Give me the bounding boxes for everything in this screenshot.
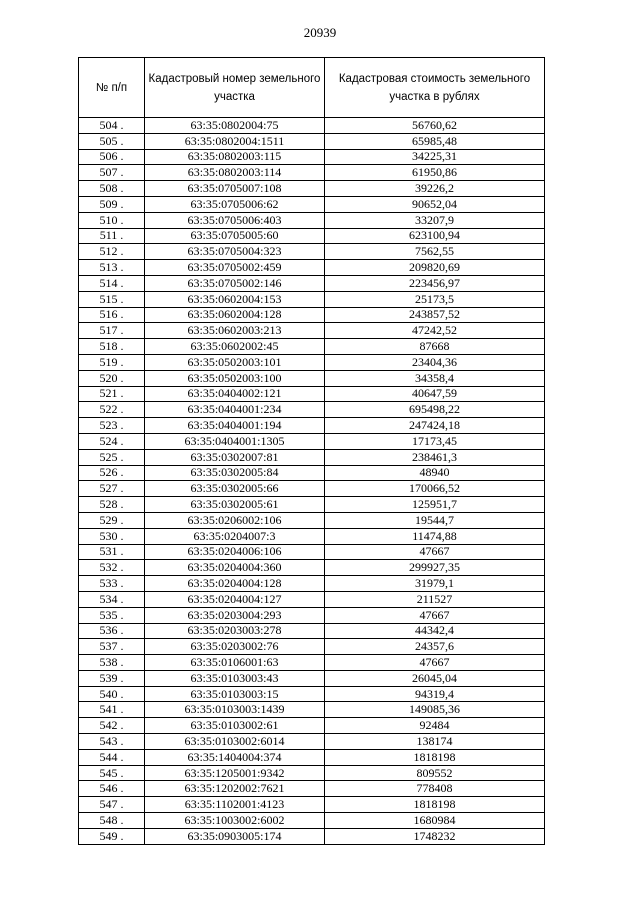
table-row xyxy=(79,591,545,607)
row-number: 542 . xyxy=(79,718,145,734)
cadastral-number: 63:35:0705006:62 xyxy=(145,196,325,212)
cadastral-cost: 7562,55 xyxy=(325,244,545,260)
table-row xyxy=(79,339,545,355)
row-number: 520 . xyxy=(79,370,145,386)
cadastral-number: 63:35:0602004:128 xyxy=(145,307,325,323)
cadastral-number: 63:35:0203003:278 xyxy=(145,623,325,639)
row-number: 504 . xyxy=(79,118,145,134)
row-number: 536 . xyxy=(79,623,145,639)
table-row xyxy=(79,576,545,592)
row-number: 512 . xyxy=(79,244,145,260)
table-header-row xyxy=(79,58,545,118)
table-row xyxy=(79,275,545,291)
table-row xyxy=(79,544,545,560)
table-row xyxy=(79,386,545,402)
table-row xyxy=(79,212,545,228)
cadastral-number: 63:35:0103002:6014 xyxy=(145,734,325,750)
cadastral-number: 63:35:0103003:43 xyxy=(145,670,325,686)
table-row xyxy=(79,149,545,165)
row-number: 548 . xyxy=(79,813,145,829)
cadastral-cost: 1818198 xyxy=(325,797,545,813)
table-row xyxy=(79,734,545,750)
cadastral-number: 63:35:0602003:213 xyxy=(145,323,325,339)
table-row xyxy=(79,370,545,386)
cadastral-number: 63:35:0903005:174 xyxy=(145,828,325,844)
row-number: 526 . xyxy=(79,465,145,481)
table-row xyxy=(79,418,545,434)
cadastral-cost: 47667 xyxy=(325,655,545,671)
cadastral-cost: 170066,52 xyxy=(325,481,545,497)
cadastral-number: 63:35:0602002:45 xyxy=(145,339,325,355)
cadastral-cost: 31979,1 xyxy=(325,576,545,592)
cadastral-cost: 25173,5 xyxy=(325,291,545,307)
cadastral-number: 63:35:1003002:6002 xyxy=(145,813,325,829)
cadastral-cost: 39226,2 xyxy=(325,181,545,197)
row-number: 517 . xyxy=(79,323,145,339)
row-number: 530 . xyxy=(79,528,145,544)
cadastral-cost: 1748232 xyxy=(325,828,545,844)
cadastral-cost: 87668 xyxy=(325,339,545,355)
row-number: 529 . xyxy=(79,512,145,528)
table-body xyxy=(79,118,545,845)
row-number: 527 . xyxy=(79,481,145,497)
cadastral-cost: 209820,69 xyxy=(325,260,545,276)
cadastral-cost: 243857,52 xyxy=(325,307,545,323)
table-row xyxy=(79,291,545,307)
cadastral-cost: 299927,35 xyxy=(325,560,545,576)
row-number: 543 . xyxy=(79,734,145,750)
cadastral-cost: 90652,04 xyxy=(325,196,545,212)
table-row xyxy=(79,781,545,797)
cadastral-number: 63:35:0204004:360 xyxy=(145,560,325,576)
cadastral-cost: 211527 xyxy=(325,591,545,607)
cadastral-cost: 56760,62 xyxy=(325,118,545,134)
cadastral-number: 63:35:0103003:1439 xyxy=(145,702,325,718)
cadastral-cost: 40647,59 xyxy=(325,386,545,402)
row-number: 534 . xyxy=(79,591,145,607)
cadastral-cost: 247424,18 xyxy=(325,418,545,434)
cadastral-number: 63:35:0404002:121 xyxy=(145,386,325,402)
cadastral-number: 63:35:1202002:7621 xyxy=(145,781,325,797)
row-number: 508 . xyxy=(79,181,145,197)
cadastral-cost: 34358,4 xyxy=(325,370,545,386)
table-row xyxy=(79,181,545,197)
cadastral-cost: 48940 xyxy=(325,465,545,481)
row-number: 505 . xyxy=(79,133,145,149)
table-row xyxy=(79,165,545,181)
cadastral-number: 63:35:0705004:323 xyxy=(145,244,325,260)
cadastral-number: 63:35:1102001:4123 xyxy=(145,797,325,813)
cadastral-number: 63:35:0302007:81 xyxy=(145,449,325,465)
cadastral-number: 63:35:1205001:9342 xyxy=(145,765,325,781)
cadastral-number: 63:35:0106001:63 xyxy=(145,655,325,671)
row-number: 509 . xyxy=(79,196,145,212)
table-row xyxy=(79,639,545,655)
cadastral-number: 63:35:0404001:194 xyxy=(145,418,325,434)
table-row xyxy=(79,196,545,212)
table-row xyxy=(79,797,545,813)
table-row xyxy=(79,655,545,671)
cadastral-cost: 125951,7 xyxy=(325,497,545,513)
cadastral-cost: 149085,36 xyxy=(325,702,545,718)
cadastral-cost: 17173,45 xyxy=(325,433,545,449)
cadastral-cost: 33207,9 xyxy=(325,212,545,228)
cadastral-cost: 26045,04 xyxy=(325,670,545,686)
cadastral-number: 63:35:0602004:153 xyxy=(145,291,325,307)
row-number: 546 . xyxy=(79,781,145,797)
cadastral-cost: 11474,88 xyxy=(325,528,545,544)
cadastral-cost: 1680984 xyxy=(325,813,545,829)
table-row xyxy=(79,497,545,513)
row-number: 518 . xyxy=(79,339,145,355)
cadastral-number: 63:35:1404004:374 xyxy=(145,749,325,765)
cadastral-cost: 138174 xyxy=(325,734,545,750)
table-row xyxy=(79,749,545,765)
cadastral-number: 63:35:0203004:293 xyxy=(145,607,325,623)
table-row xyxy=(79,686,545,702)
table-row xyxy=(79,449,545,465)
table-row xyxy=(79,481,545,497)
cadastral-cost: 238461,3 xyxy=(325,449,545,465)
cadastral-number: 63:35:0802004:75 xyxy=(145,118,325,134)
cadastral-cost: 19544,7 xyxy=(325,512,545,528)
cadastral-number: 63:35:0206002:106 xyxy=(145,512,325,528)
row-number: 539 . xyxy=(79,670,145,686)
cadastral-cost: 623100,94 xyxy=(325,228,545,244)
row-number: 507 . xyxy=(79,165,145,181)
cadastral-number: 63:35:0705002:146 xyxy=(145,275,325,291)
row-number: 515 . xyxy=(79,291,145,307)
row-number: 547 . xyxy=(79,797,145,813)
cadastral-cost: 34225,31 xyxy=(325,149,545,165)
table-row xyxy=(79,133,545,149)
cadastral-number: 63:35:0705002:459 xyxy=(145,260,325,276)
cadastral-cost: 65985,48 xyxy=(325,133,545,149)
row-number: 511 . xyxy=(79,228,145,244)
table-row xyxy=(79,512,545,528)
table-row xyxy=(79,402,545,418)
cadastral-number: 63:35:0802004:1511 xyxy=(145,133,325,149)
row-number: 523 . xyxy=(79,418,145,434)
header-cadastral-cost: Кадастровая стоимость земельного участка в рублях xyxy=(325,58,545,118)
header-cadastral-number: Кадастровый номер земельного участка xyxy=(145,58,325,118)
row-number: 528 . xyxy=(79,497,145,513)
page-number: 20939 xyxy=(303,25,337,40)
row-number: 510 . xyxy=(79,212,145,228)
cadastral-number: 63:35:0204004:128 xyxy=(145,576,325,592)
row-number: 533 . xyxy=(79,576,145,592)
table-row xyxy=(79,528,545,544)
cadastral-cost: 47667 xyxy=(325,544,545,560)
cadastral-number: 63:35:0203002:76 xyxy=(145,639,325,655)
row-number: 541 . xyxy=(79,702,145,718)
cadastral-cost: 24357,6 xyxy=(325,639,545,655)
cadastral-cost: 47667 xyxy=(325,607,545,623)
row-number: 513 . xyxy=(79,260,145,276)
row-number: 537 . xyxy=(79,639,145,655)
table-row xyxy=(79,244,545,260)
table-row xyxy=(79,465,545,481)
table-row xyxy=(79,228,545,244)
table-row xyxy=(79,828,545,844)
cadastral-number: 63:35:0204004:127 xyxy=(145,591,325,607)
row-number: 545 . xyxy=(79,765,145,781)
row-number: 521 . xyxy=(79,386,145,402)
table-row xyxy=(79,765,545,781)
cadastral-number: 63:35:0204007:3 xyxy=(145,528,325,544)
row-number: 549 . xyxy=(79,828,145,844)
cadastral-cost: 809552 xyxy=(325,765,545,781)
cadastral-cost: 695498,22 xyxy=(325,402,545,418)
cadastral-cost: 223456,97 xyxy=(325,275,545,291)
table-row xyxy=(79,813,545,829)
cadastral-number: 63:35:0705005:60 xyxy=(145,228,325,244)
cadastral-number: 63:35:0103002:61 xyxy=(145,718,325,734)
cadastral-cost: 44342,4 xyxy=(325,623,545,639)
cadastral-number: 63:35:0404001:234 xyxy=(145,402,325,418)
cadastral-table xyxy=(78,57,545,845)
row-number: 532 . xyxy=(79,560,145,576)
table-row xyxy=(79,118,545,134)
table-row xyxy=(79,323,545,339)
table-row xyxy=(79,702,545,718)
cadastral-number: 63:35:0302005:61 xyxy=(145,497,325,513)
row-number: 538 . xyxy=(79,655,145,671)
table-row xyxy=(79,560,545,576)
table-row xyxy=(79,307,545,323)
row-number: 519 . xyxy=(79,354,145,370)
cadastral-number: 63:35:0502003:100 xyxy=(145,370,325,386)
cadastral-cost: 47242,52 xyxy=(325,323,545,339)
table-row xyxy=(79,623,545,639)
cadastral-number: 63:35:0802003:114 xyxy=(145,165,325,181)
header-number: № п/п xyxy=(79,58,145,118)
table-row xyxy=(79,260,545,276)
row-number: 531 . xyxy=(79,544,145,560)
table-row xyxy=(79,607,545,623)
cadastral-cost: 1818198 xyxy=(325,749,545,765)
row-number: 522 . xyxy=(79,402,145,418)
cadastral-number: 63:35:0802003:115 xyxy=(145,149,325,165)
row-number: 535 . xyxy=(79,607,145,623)
row-number: 506 . xyxy=(79,149,145,165)
cadastral-number: 63:35:0404001:1305 xyxy=(145,433,325,449)
row-number: 516 . xyxy=(79,307,145,323)
cadastral-cost: 778408 xyxy=(325,781,545,797)
cadastral-number: 63:35:0705007:108 xyxy=(145,181,325,197)
cadastral-number: 63:35:0705006:403 xyxy=(145,212,325,228)
table-row xyxy=(79,718,545,734)
cadastral-number: 63:35:0204006:106 xyxy=(145,544,325,560)
row-number: 524 . xyxy=(79,433,145,449)
cadastral-number: 63:35:0302005:66 xyxy=(145,481,325,497)
row-number: 525 . xyxy=(79,449,145,465)
table-row xyxy=(79,433,545,449)
cadastral-cost: 94319,4 xyxy=(325,686,545,702)
cadastral-number: 63:35:0103003:15 xyxy=(145,686,325,702)
table-row xyxy=(79,354,545,370)
row-number: 540 . xyxy=(79,686,145,702)
cadastral-cost: 61950,86 xyxy=(325,165,545,181)
cadastral-number: 63:35:0502003:101 xyxy=(145,354,325,370)
row-number: 514 . xyxy=(79,275,145,291)
cadastral-number: 63:35:0302005:84 xyxy=(145,465,325,481)
table-row xyxy=(79,670,545,686)
cadastral-cost: 23404,36 xyxy=(325,354,545,370)
cadastral-cost: 92484 xyxy=(325,718,545,734)
row-number: 544 . xyxy=(79,749,145,765)
